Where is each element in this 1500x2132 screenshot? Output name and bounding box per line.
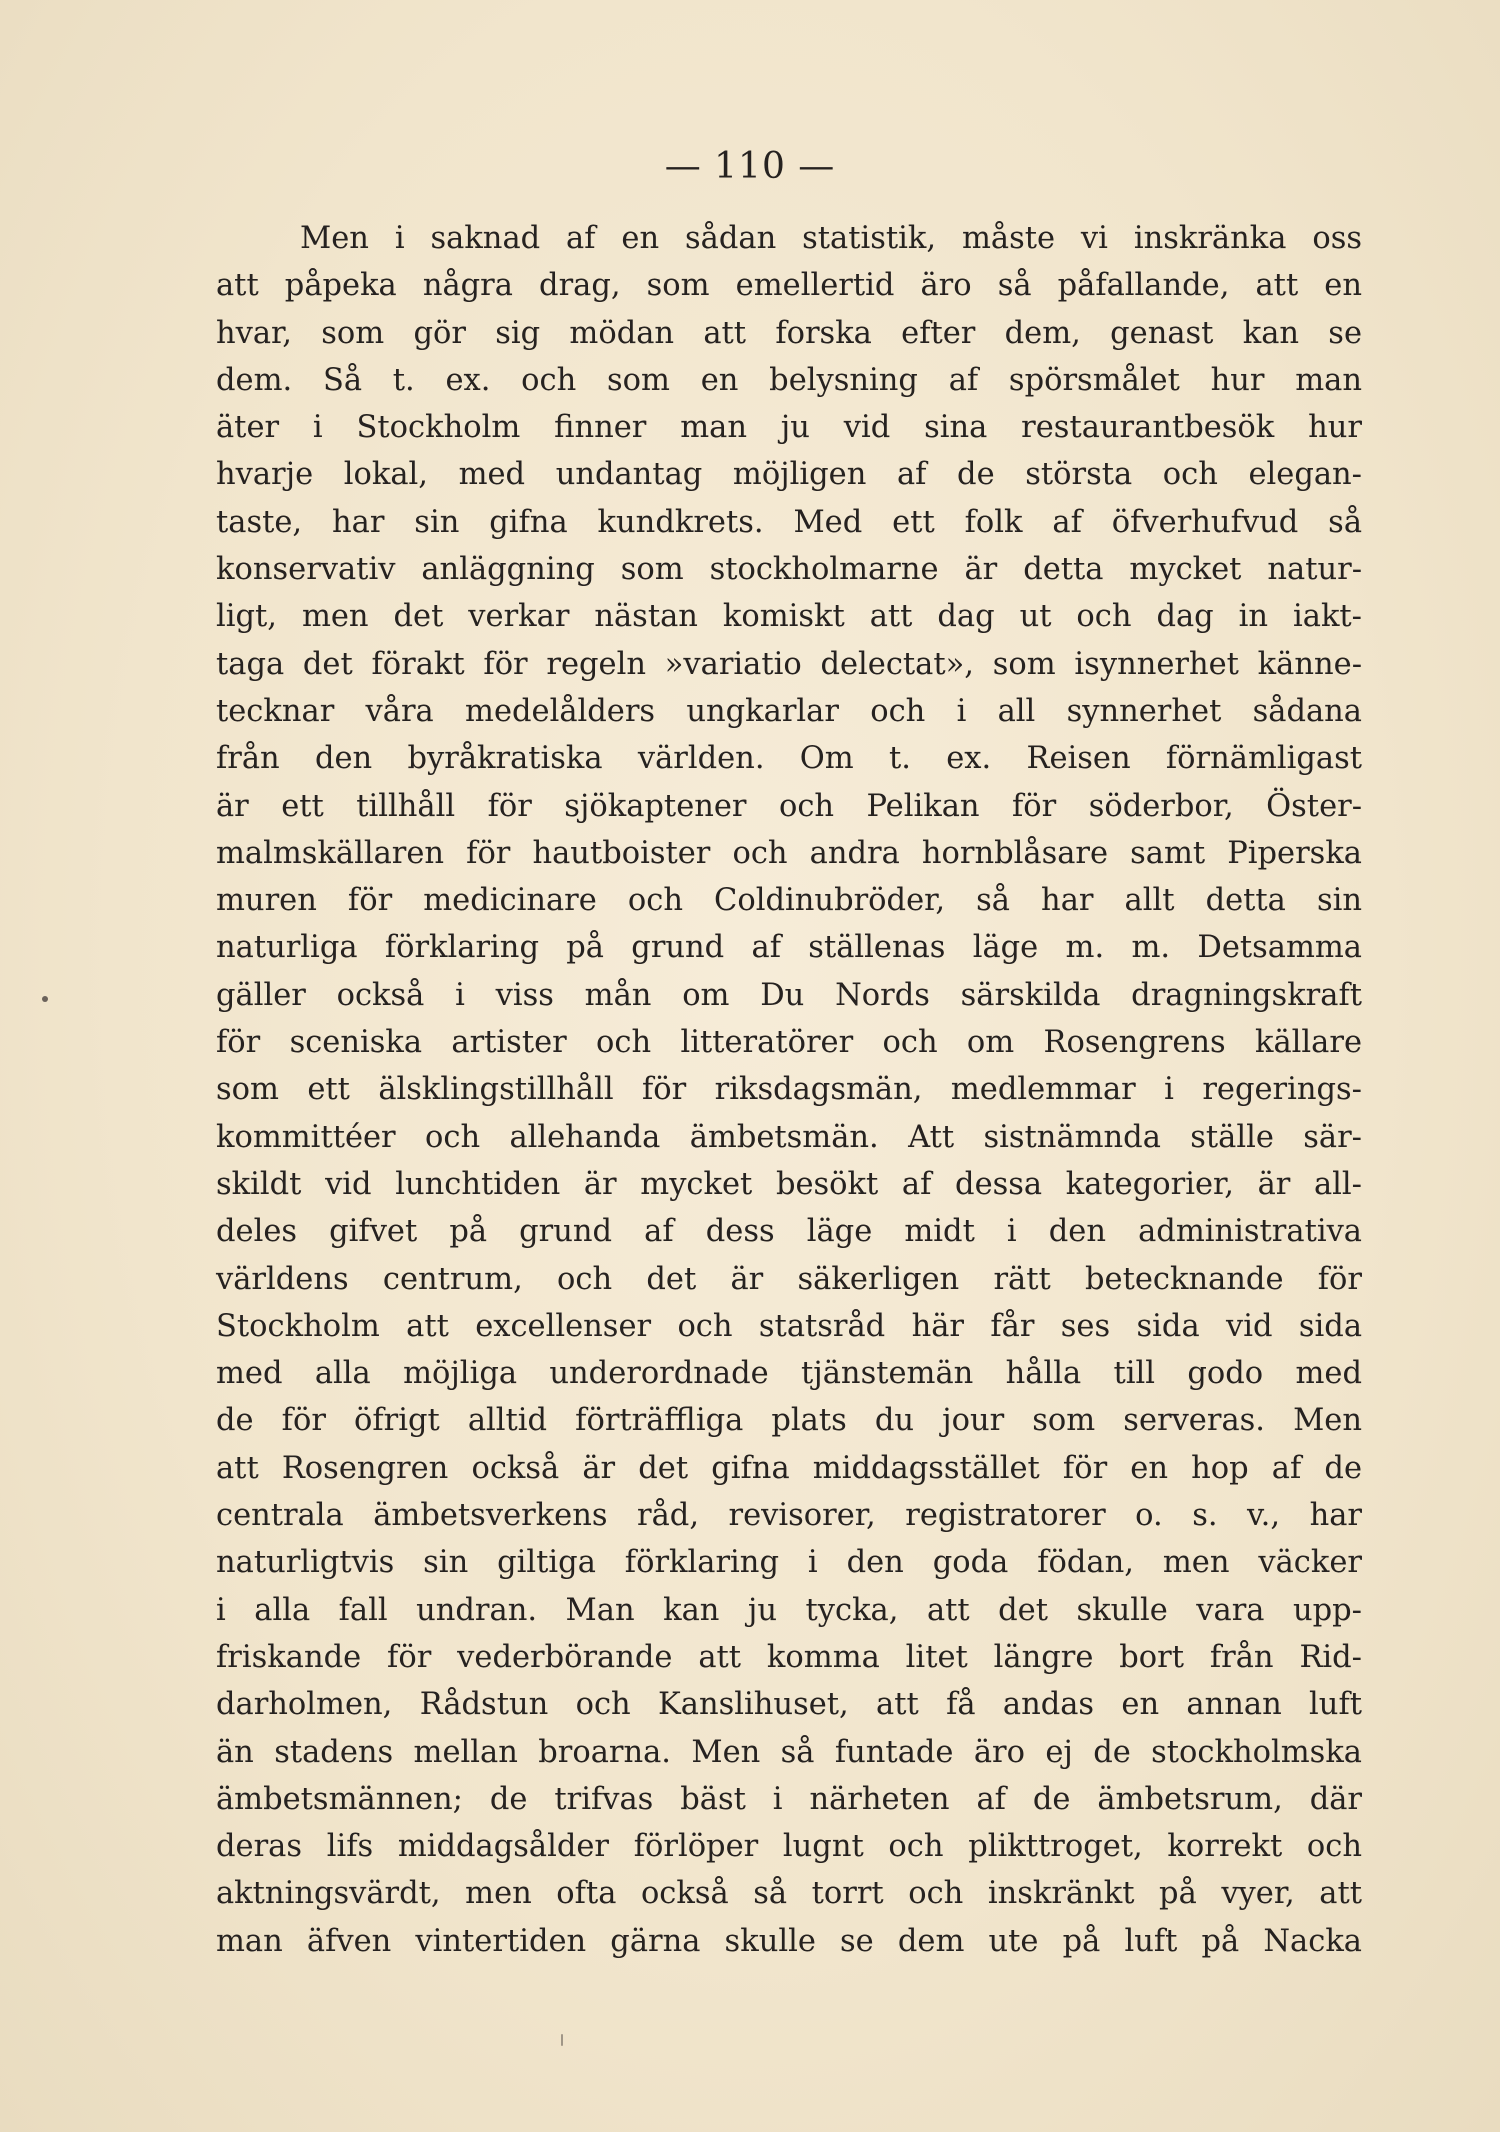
text-line: världens centrum, och det är säkerligen rätt betecknande för bbox=[216, 1261, 1362, 1297]
ink-speck bbox=[42, 996, 48, 1002]
text-line: för sceniska artister och litteratörer och om Rosengrens källare bbox=[216, 1025, 1362, 1061]
text-line: Stockholm att excellenser och statsråd här får ses sida vid sida bbox=[216, 1308, 1362, 1344]
text-line: från den byråkratiska världen. Om t. ex. Reisen förnämligast bbox=[216, 741, 1362, 777]
text-line: med alla möjliga underordnade tjänstemän hålla till godo med bbox=[216, 1356, 1362, 1392]
text-line: man äfven vintertiden gärna skulle se dem ute på luft på Nacka bbox=[216, 1923, 1362, 1959]
page-number: — 110 — bbox=[664, 146, 836, 187]
text-line: ämbetsmännen; de trifvas bäst i närheten af de ämbetsrum, där bbox=[216, 1781, 1362, 1817]
text-line: tecknar våra medelålders ungkarlar och i all synnerhet sådana bbox=[216, 693, 1362, 729]
text-line: som ett älsklingstillhåll för riksdagsmän, medlemmar i regerings- bbox=[216, 1072, 1362, 1108]
text-line: centrala ämbetsverkens råd, revisorer, registratorer o. s. v., har bbox=[216, 1498, 1362, 1534]
text-line: att påpeka några drag, som emellertid äro så påfallande, att en bbox=[216, 268, 1362, 304]
text-line: naturliga förklaring på grund af ställenas läge m. m. Detsamma bbox=[216, 930, 1362, 966]
text-line: dem. Så t. ex. och som en belysning af spörsmålet hur man bbox=[216, 362, 1362, 398]
text-line: i alla fall undran. Man kan ju tycka, att det skulle vara upp- bbox=[216, 1592, 1362, 1628]
text-line: ligt, men det verkar nästan komiskt att dag ut och dag in iakt- bbox=[216, 599, 1362, 635]
text-line: att Rosengren också är det gifna middagsstället för en hop af de bbox=[216, 1450, 1362, 1486]
text-line: gäller också i viss mån om Du Nords särskilda dragningskraft bbox=[216, 977, 1362, 1013]
text-line: aktningsvärdt, men ofta också så torrt och inskränkt på vyer, att bbox=[216, 1876, 1362, 1912]
text-line: malmskällaren för hautboister och andra hornblåsare samt Piperska bbox=[216, 835, 1362, 871]
text-line: är ett tillhåll för sjökaptener och Pelikan för söderbor, Öster- bbox=[216, 788, 1362, 824]
text-line: de för öfrigt alltid förträffliga plats du jour som serveras. Men bbox=[216, 1403, 1362, 1439]
ink-speck bbox=[561, 2034, 563, 2046]
body-text bbox=[216, 215, 1362, 1965]
text-line: naturligtvis sin giltiga förklaring i den goda födan, men väcker bbox=[216, 1545, 1362, 1581]
text-line: taste, har sin gifna kundkrets. Med ett folk af öfverhufvud så bbox=[216, 504, 1362, 540]
text-line: kommittéer och allehanda ämbetsmän. Att sistnämnda ställe sär- bbox=[216, 1119, 1362, 1155]
text-line: taga det förakt för regeln »variatio delectat», som isynnerhet känne- bbox=[216, 646, 1362, 682]
text-line: darholmen, Rådstun och Kanslihuset, att få andas en annan luft bbox=[216, 1687, 1362, 1723]
text-line: hvarje lokal, med undantag möjligen af de största och elegan- bbox=[216, 457, 1362, 493]
text-line: än stadens mellan broarna. Men så funtade äro ej de stockholmska bbox=[216, 1734, 1362, 1770]
text-line: Men i saknad af en sådan statistik, måste vi inskränka oss bbox=[300, 221, 1362, 256]
text-line: muren för medicinare och Coldinubröder, så har allt detta sin bbox=[216, 883, 1362, 919]
text-line: skildt vid lunchtiden är mycket besökt af dessa kategorier, är all- bbox=[216, 1166, 1362, 1202]
text-line: deras lifs middagsålder förlöper lugnt och plikttroget, korrekt och bbox=[216, 1829, 1362, 1865]
text-line: deles gifvet på grund af dess läge midt i den administrativa bbox=[216, 1214, 1362, 1250]
text-line: konservativ anläggning som stockholmarne är detta mycket natur- bbox=[216, 552, 1362, 588]
text-line: äter i Stockholm finner man ju vid sina restaurantbesök hur bbox=[216, 410, 1362, 446]
text-line: friskande för vederbörande att komma litet längre bort från Rid- bbox=[216, 1639, 1362, 1675]
text-line: hvar, som gör sig mödan att forska efter dem, genast kan se bbox=[216, 315, 1362, 351]
